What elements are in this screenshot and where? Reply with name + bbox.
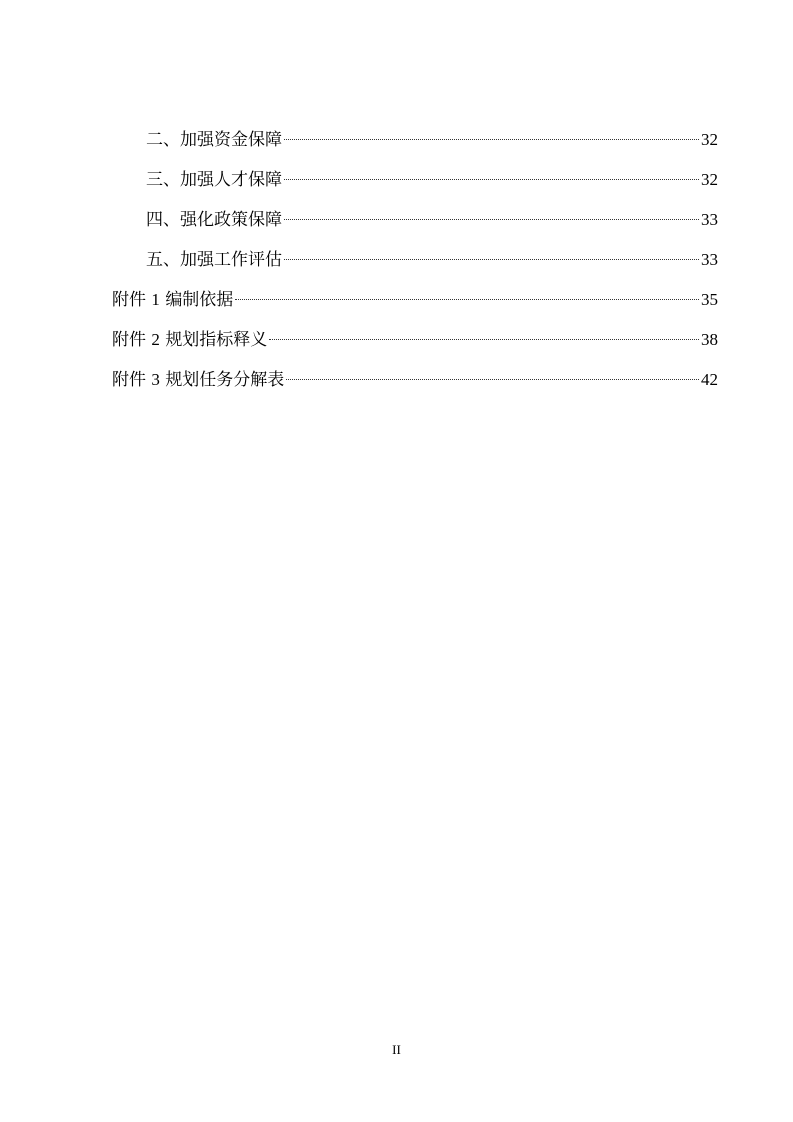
toc-entry-talent[interactable] [112, 168, 718, 208]
toc-dot-leader [269, 339, 699, 340]
toc-title-number: 2 [151, 330, 160, 349]
toc-entry-page: 38 [701, 330, 718, 349]
toc-dot-leader [284, 259, 699, 260]
toc-entry-page: 35 [701, 290, 718, 309]
toc-entry-appendix-1[interactable] [112, 288, 718, 328]
toc-entry-page: 32 [701, 170, 718, 189]
toc-dot-leader [284, 139, 699, 140]
toc-entry-appendix-3[interactable] [112, 368, 718, 408]
toc-title-prefix: 附件 [112, 290, 146, 310]
toc-entry-title [112, 328, 267, 352]
page-number: II [392, 1042, 401, 1057]
table-of-contents [112, 128, 718, 408]
toc-entry-title [112, 368, 284, 392]
toc-entry-title: 三、加强人才保障 [146, 170, 282, 190]
toc-title-prefix: 附件 [112, 370, 146, 390]
toc-title-suffix: 规划指标释义 [165, 330, 268, 350]
toc-entry-title [112, 288, 233, 312]
toc-entry-funding[interactable] [112, 128, 718, 168]
toc-entry-page: 33 [701, 250, 718, 269]
toc-entry-title: 四、强化政策保障 [146, 210, 282, 230]
toc-entry-page: 33 [701, 210, 718, 229]
toc-title-suffix: 编制依据 [165, 290, 234, 310]
toc-entry-title: 二、加强资金保障 [146, 130, 282, 150]
toc-dot-leader [235, 299, 699, 300]
toc-entry-page: 42 [701, 370, 718, 389]
toc-entry-policy[interactable] [112, 208, 718, 248]
toc-entry-page: 32 [701, 130, 718, 149]
toc-title-number: 1 [151, 290, 160, 309]
toc-title-number: 3 [151, 370, 160, 389]
toc-entry-appendix-2[interactable] [112, 328, 718, 368]
toc-dot-leader [286, 379, 699, 380]
toc-dot-leader [284, 179, 699, 180]
toc-title-suffix: 规划任务分解表 [165, 370, 285, 390]
toc-entry-title: 五、加强工作评估 [146, 250, 282, 270]
toc-dot-leader [284, 219, 699, 220]
toc-entry-evaluation[interactable] [112, 248, 718, 288]
toc-title-prefix: 附件 [112, 330, 146, 350]
